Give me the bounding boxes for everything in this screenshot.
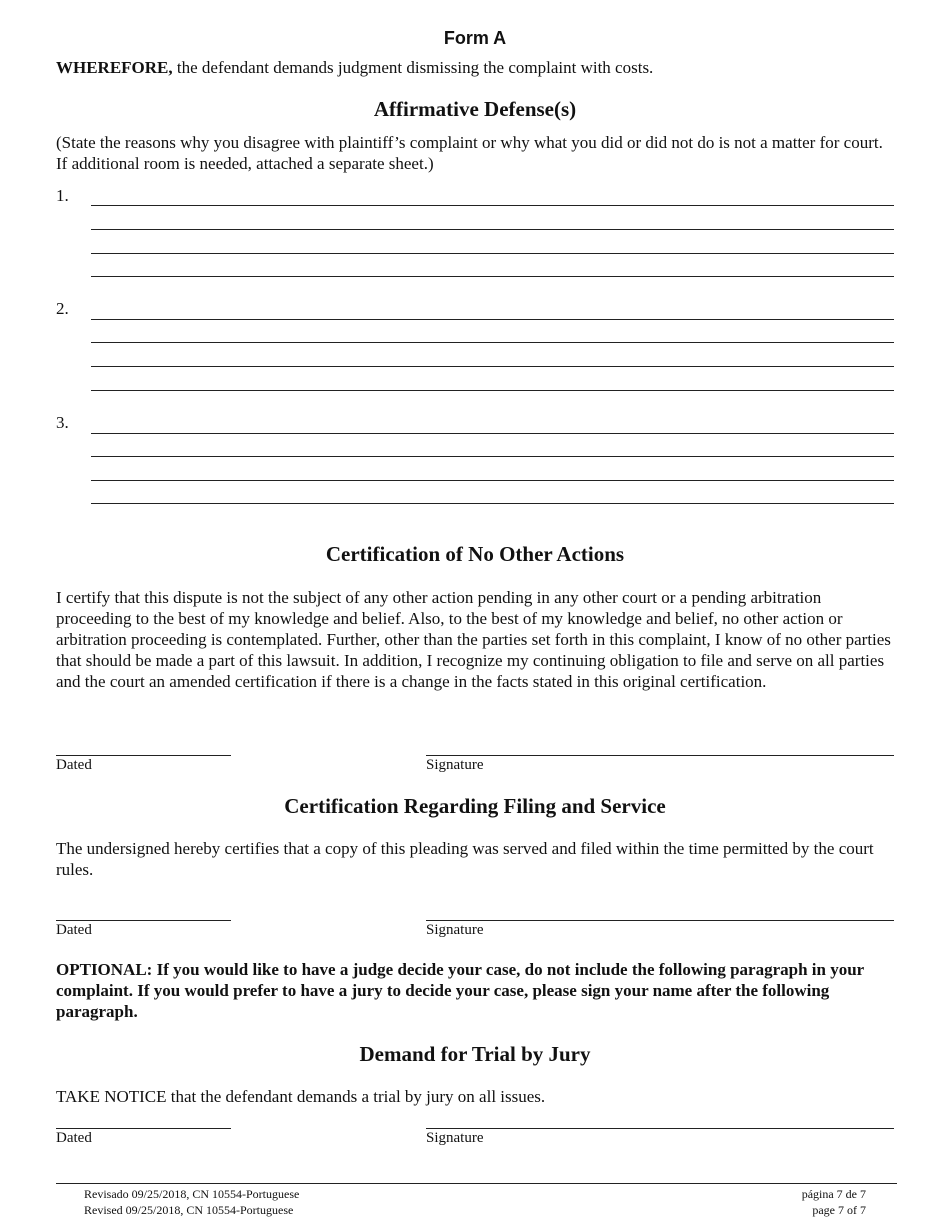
jury-demand-body: TAKE NOTICE that the defendant demands a trial by jury on all issues. <box>56 1087 546 1106</box>
defense-3-line[interactable] <box>91 433 894 434</box>
defense-1-line[interactable] <box>91 229 894 230</box>
dated-line[interactable] <box>56 1128 231 1129</box>
footer-page-number <box>740 1186 866 1218</box>
signature-label: Signature <box>426 757 484 773</box>
footer-page-en: page 7 of 7 <box>812 1203 866 1217</box>
signature-label: Signature <box>426 1130 484 1146</box>
footer-divider <box>56 1183 897 1184</box>
filing-service-body: The undersigned hereby certifies that a copy of this pleading was served and filed within the time permitted by the court rules. <box>56 839 874 879</box>
no-other-actions-body: I certify that this dispute is not the subject of any other action pending in any other court or a pending arbitration proceeding to the best of my knowledge and belief. Also, to the best of my knowledge and belief, no other action or arbitration proceeding is contemplated. Further, other than the parties set forth in this complaint, I know of no other parties that should be made a part of this lawsuit. In addition, I recognize my continuing obligation to file and serve on all parties and the court an amended certification if there is a change in the facts stated in this original certification. <box>56 588 891 691</box>
defense-item-number: 2. <box>56 299 69 318</box>
defense-2-line[interactable] <box>91 390 894 391</box>
dated-label: Dated <box>56 1130 92 1146</box>
footer-page-pt: página 7 de 7 <box>801 1187 866 1201</box>
footer-revision-en: Revised 09/25/2018, CN 10554-Portuguese <box>84 1203 294 1217</box>
defense-1-line[interactable] <box>91 205 894 206</box>
defense-2-line[interactable] <box>91 319 894 320</box>
footer-revision <box>84 1186 299 1218</box>
form-title: Form A <box>443 28 507 48</box>
jury-demand-heading: Demand for Trial by Jury <box>359 1042 591 1066</box>
signature-line[interactable] <box>426 755 894 756</box>
wherefore-statement <box>56 57 896 78</box>
affirmative-defenses-heading: Affirmative Defense(s) <box>373 97 577 121</box>
defense-3-line[interactable] <box>91 480 894 481</box>
dated-label: Dated <box>56 757 92 773</box>
no-other-actions-heading: Certification of No Other Actions <box>325 542 625 566</box>
defense-item-number: 1. <box>56 186 69 205</box>
dated-line[interactable] <box>56 920 231 921</box>
affirmative-instructions: (State the reasons why you disagree with plaintiff’s complaint or why what you did or did not do is not a matter for court. If additional room is needed, attached a separate sheet.) <box>56 133 883 173</box>
defense-3-line[interactable] <box>91 503 894 504</box>
footer-revision-pt: Revisado 09/25/2018, CN 10554-Portuguese <box>84 1187 300 1201</box>
dated-line[interactable] <box>56 755 231 756</box>
defense-item-number: 3. <box>56 413 69 432</box>
wherefore-keyword: WHEREFORE, <box>56 58 173 77</box>
optional-jury-note: OPTIONAL: If you would like to have a judge decide your case, do not include the following paragraph in your complaint. If you would prefer to have a jury to decide your case, please sign your name after the following paragraph. <box>56 960 864 1021</box>
defense-3-line[interactable] <box>91 456 894 457</box>
signature-line[interactable] <box>426 1128 894 1129</box>
signature-line[interactable] <box>426 920 894 921</box>
dated-label: Dated <box>56 922 92 938</box>
wherefore-text: the defendant demands judgment dismissing the complaint with costs. <box>172 58 654 77</box>
defense-2-line[interactable] <box>91 366 894 367</box>
defense-1-line[interactable] <box>91 253 894 254</box>
signature-label: Signature <box>426 922 484 938</box>
defense-1-line[interactable] <box>91 276 894 277</box>
filing-service-heading: Certification Regarding Filing and Service <box>284 794 666 818</box>
defense-2-line[interactable] <box>91 342 894 343</box>
